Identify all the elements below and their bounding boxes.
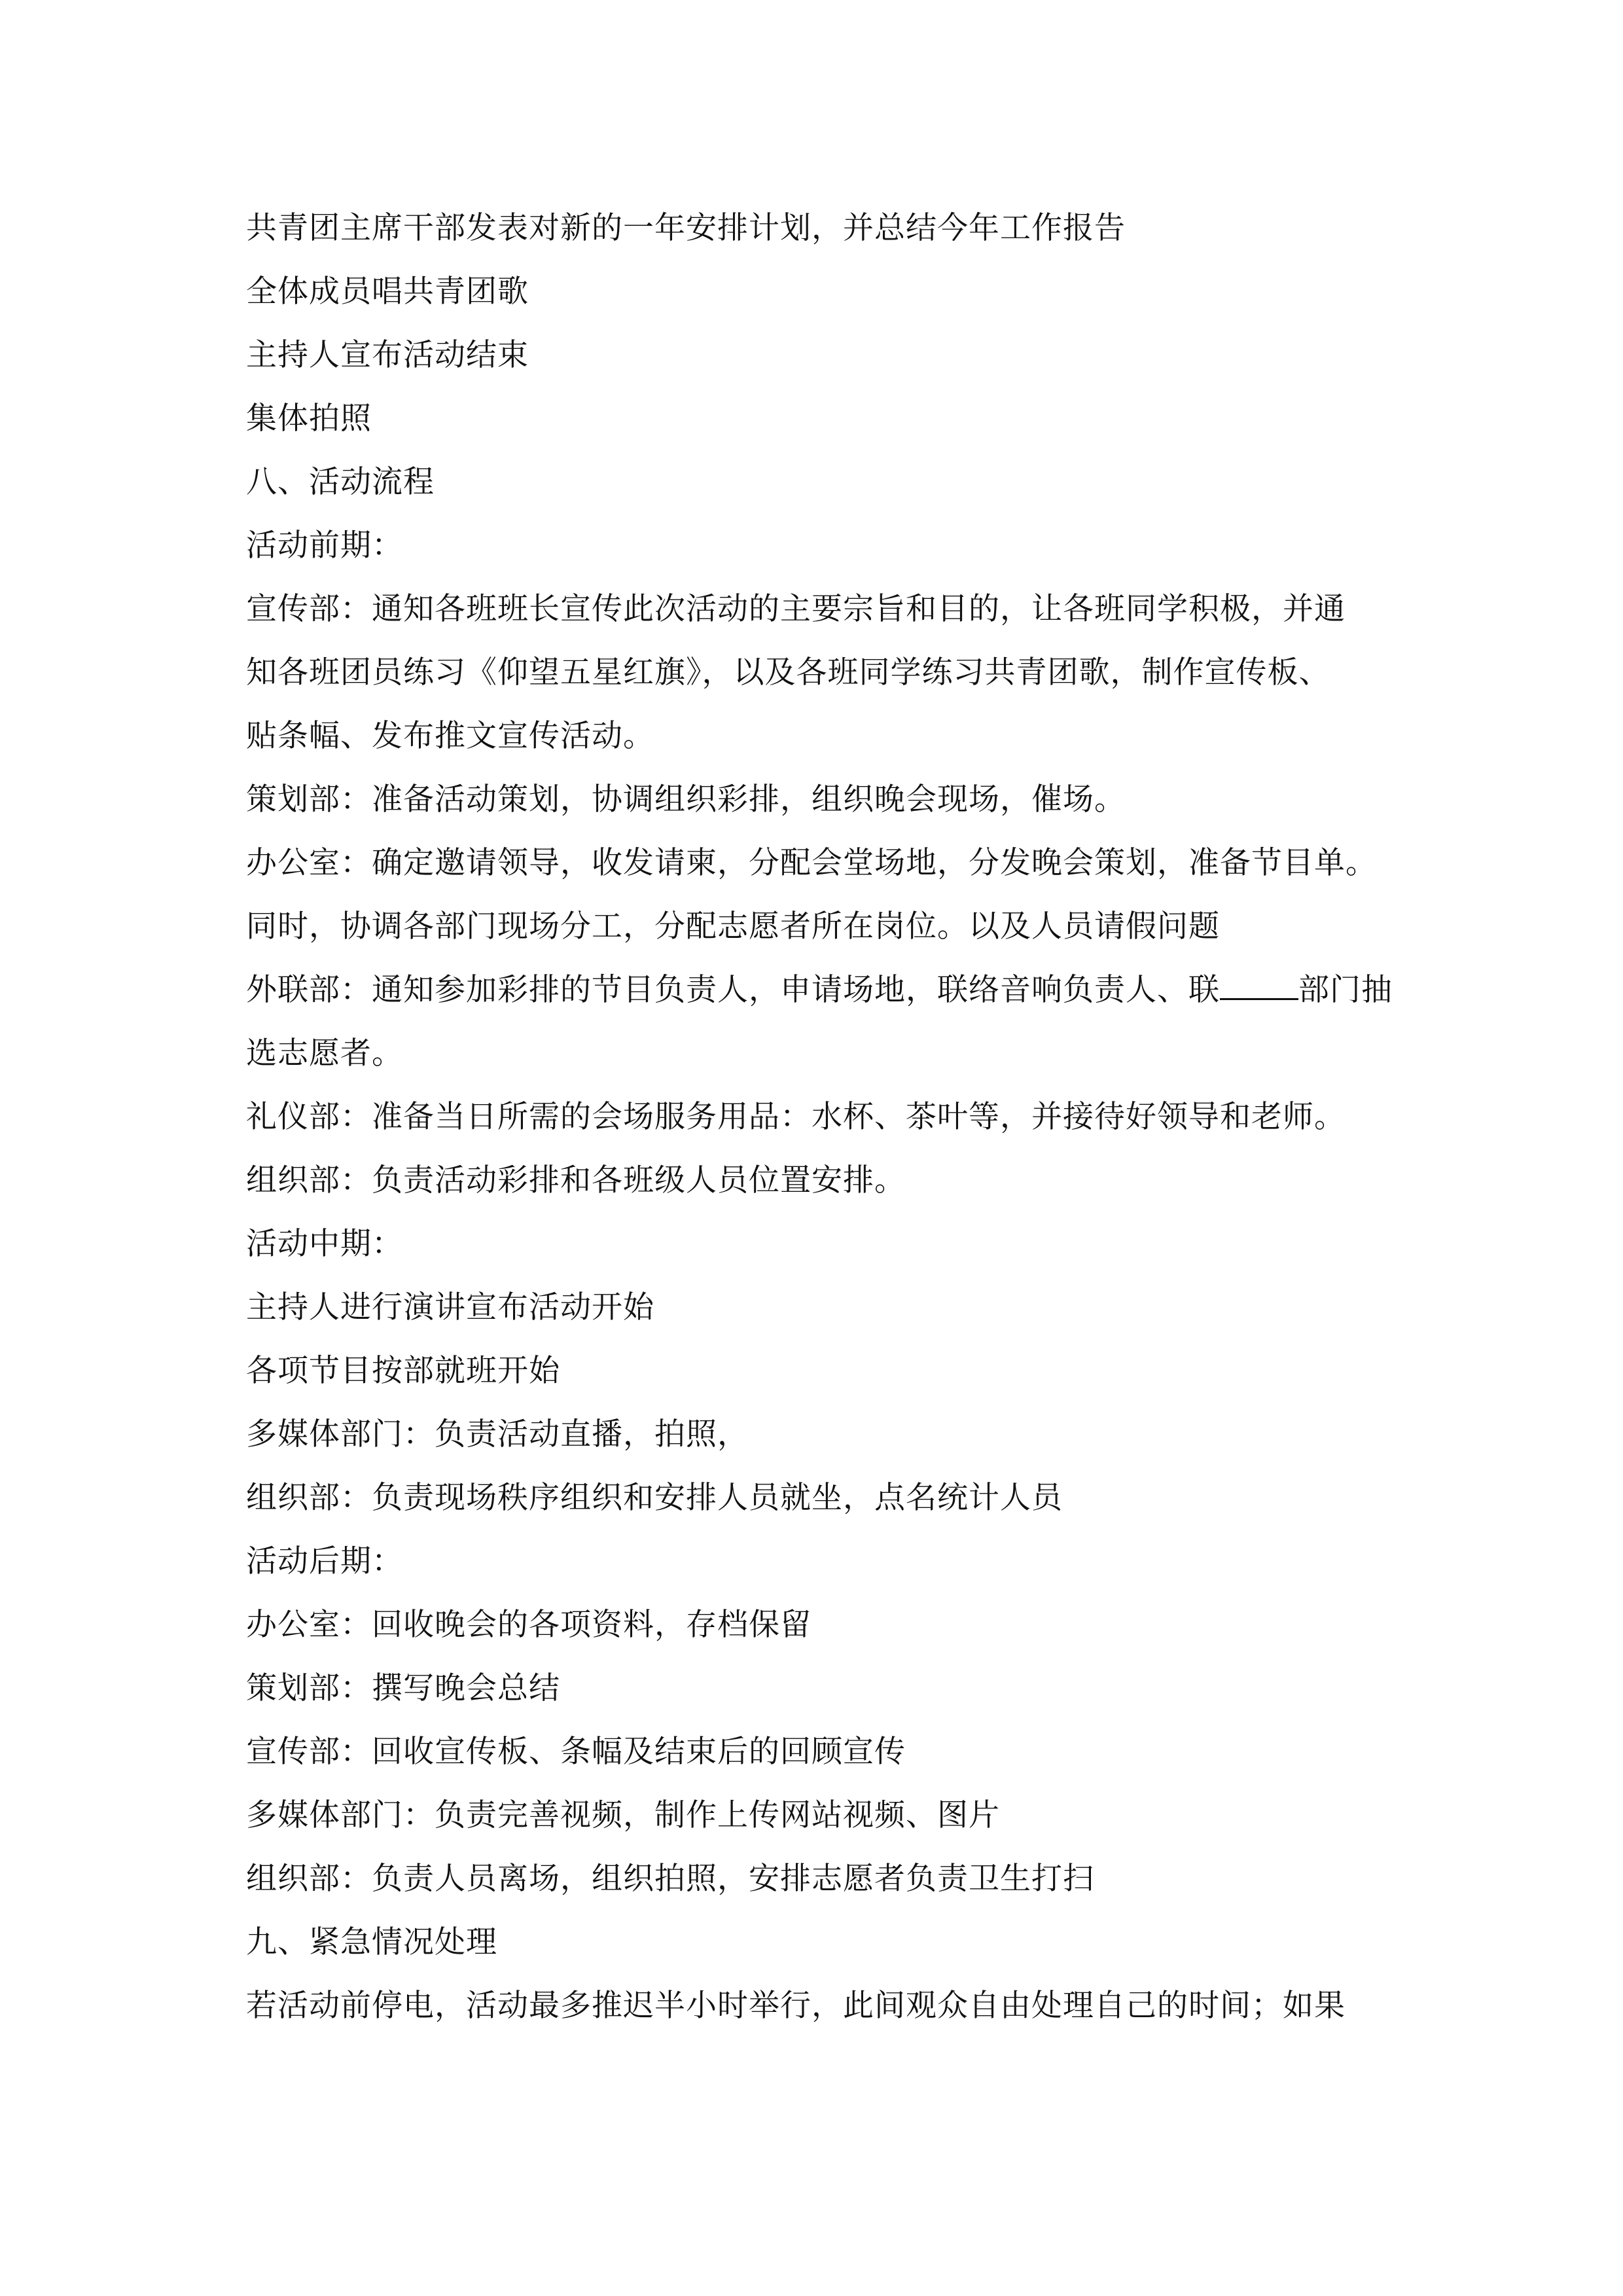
body-line: 各项节目按部就班开始 <box>246 1353 560 1389</box>
body-line: 主持人进行演讲宣布活动开始 <box>246 1289 654 1325</box>
section-heading: 八、活动流程 <box>246 464 435 500</box>
body-line: 选志愿者。 <box>246 1035 403 1071</box>
body-line: 策划部：撰写晚会总结 <box>246 1670 560 1706</box>
body-line: 宣传部：通知各班班长宣传此次活动的主要宗旨和目的，让各班同学积极，并通 <box>246 591 1346 627</box>
body-line-with-blank <box>246 958 1398 1022</box>
body-line: 多媒体部门：负责完善视频，制作上传网站视频、图片 <box>246 1797 1000 1833</box>
body-line: 全体成员唱共青团歌 <box>246 274 529 310</box>
subsection-heading: 活动后期： <box>246 1543 403 1579</box>
body-line: 主持人宣布活动结束 <box>246 337 529 373</box>
body-line: 贴条幅、发布推文宣传活动。 <box>246 718 654 754</box>
document-body <box>246 196 1398 2037</box>
body-line: 组织部：负责人员离场，组织拍照，安排志愿者负责卫生打扫 <box>246 1861 1094 1897</box>
body-line-prefix: 外联部：通知参加彩排的节目负责人，申请场地，联络音响负责人、联 <box>246 972 1220 1008</box>
body-line: 组织部：负责现场秩序组织和安排人员就坐，点名统计人员 <box>246 1480 1063 1516</box>
body-line: 知各班团员练习《仰望五星红旗》，以及各班同学练习共青团歌，制作宣传板、 <box>246 655 1330 691</box>
body-line: 礼仪部：准备当日所需的会场服务用品：水杯、茶叶等，并接待好领导和老师。 <box>246 1099 1346 1135</box>
body-line: 同时，协调各部门现场分工，分配志愿者所在岗位。以及人员请假问题 <box>246 908 1220 944</box>
subsection-heading: 活动中期： <box>246 1226 403 1262</box>
body-line-suffix: 部门抽 <box>1298 972 1393 1008</box>
body-line: 集体拍照 <box>246 401 372 437</box>
body-line: 办公室：回收晚会的各项资料，存档保留 <box>246 1607 812 1643</box>
body-line: 宣传部：回收宣传板、条幅及结束后的回顾宣传 <box>246 1734 906 1770</box>
body-line: 办公室：确定邀请领导，收发请柬，分配会堂场地，分发晚会策划，准备节目单。 <box>246 845 1377 881</box>
subsection-heading: 活动前期： <box>246 528 403 564</box>
blank-underline <box>1220 972 1298 1000</box>
body-line: 组织部：负责活动彩排和各班级人员位置安排。 <box>246 1162 906 1198</box>
body-line: 若活动前停电，活动最多推迟半小时举行，此间观众自由处理自己的时间；如果 <box>246 1988 1346 2024</box>
section-heading: 九、紧急情况处理 <box>246 1924 497 1960</box>
body-line: 多媒体部门：负责活动直播，拍照， <box>246 1416 749 1452</box>
body-line: 策划部：准备活动策划，协调组织彩排，组织晚会现场，催场。 <box>246 781 1126 817</box>
body-line: 共青团主席干部发表对新的一年安排计划，并总结今年工作报告 <box>246 210 1126 246</box>
